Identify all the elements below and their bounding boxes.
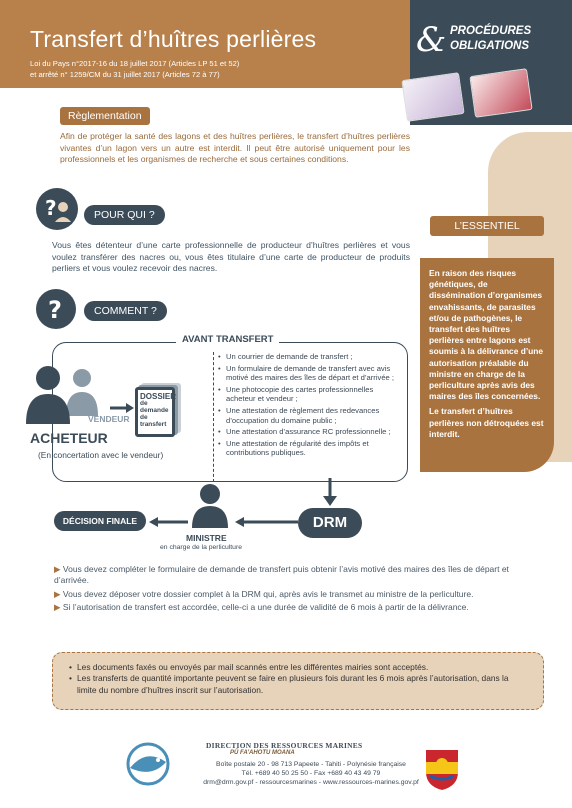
step-item: ▶ Vous devez déposer votre dossier complet à la DRM qui, après avis le transmet au ministre de la perliculture. [54, 588, 474, 599]
footer-contact: Boîte postale 20 - 98 713 Papeete - Tahiti - Polynésie française Tél. +689 40 50 25 50 - Fax +689 40 43 49 79 drm@drm.gov.pf - ressourcesmarines - www.ressources-marines.gov.pf [196, 760, 426, 788]
question-person-icon [36, 188, 78, 230]
list-item: • Les transferts de quantité importante peuvent se faire en plusieurs fois durant les 6 mois après l’autorisation, dans la limite du nombre d’huîtres inscrit sur l’autorisation. [69, 673, 527, 696]
note-box [52, 652, 544, 710]
list-divider [213, 352, 214, 482]
legal-reference: Loi du Pays n°2017-16 du 18 juillet 2017 (Articles LP 51 et 52) et arrêté n° 1259/CM du 31 juillet 2017 (Articles 72 à 77) [30, 59, 240, 79]
card-image-2 [469, 68, 532, 118]
svg-text:?: ? [45, 196, 57, 220]
question-icon [36, 289, 76, 329]
arrow-to-drm-icon [320, 478, 340, 508]
ministre-label: MINISTRE [186, 533, 227, 543]
list-item: • Une attestation de régularité des impôts et contributions publiques. [218, 439, 404, 458]
arrow-to-dossier-icon [110, 402, 136, 414]
card-image-1 [401, 72, 464, 122]
list-item: • Un formulaire de demande de transfert avec avis motivé des maires des îles de départ et d’arrivée ; [218, 364, 404, 383]
page-title: Transfert d’huîtres perlières [30, 26, 317, 52]
comment-tag: COMMENT ? [84, 301, 167, 321]
decision-finale-badge: DÉCISION FINALE [54, 511, 146, 531]
polynesia-coat-of-arms-icon [422, 746, 462, 792]
arrow-to-ministre-icon [232, 516, 298, 528]
step-item: ▶ Vous devez compléter le formulaire de demande de transfert puis obtenir l’avis motivé des maires des îles de départ et d’arrivée. [54, 564, 509, 586]
avant-transfert-label: AVANT TRANSFERT [176, 334, 279, 345]
pour-qui-text: Vous êtes détenteur d’une carte professionnelle de producteur d’huîtres perlières et vous voulez transférer des nacres ou, vous êtes titulaire d’une carte de producteur de produits perliers et vous voulez recevoir des nacres. [52, 240, 410, 274]
procedures-label: PROCÉDURES OBLIGATIONS [450, 25, 532, 52]
pour-qui-tag: POUR QUI ? [84, 205, 165, 225]
footer-org: DIRECTION DES RESSOURCES MARINES [206, 741, 363, 750]
essentiel-panel: En raison des risques génétiques, de dissémination d’organismes envahissants, de parasites et/ou de pathogènes, le transfert des huîtres perlières entre lagons est soumis à la délivrance d’une autorisation préalable du ministre en charge de la perliculture après avis des maires des îles concernées. Le transfert d’huîtres perlières non détroquées est interdit. [420, 258, 554, 472]
footer-links[interactable]: drm@drm.gov.pf - ressourcesmarines - www.ressources-marines.gov.pf [203, 779, 419, 787]
dossier-contents-list [218, 352, 404, 460]
list-item: • Une photocopie des cartes professionnelles acheteur et vendeur ; [218, 385, 404, 404]
vendeur-label: VENDEUR [88, 414, 130, 424]
acheteur-note: (En concertation avec le vendeur) [38, 450, 164, 460]
reglementation-text: Afin de protéger la santé des lagons et des huîtres perlières, le transfert d’huîtres perlières vivantes d’un lagon vers un autre est interdit. Il peut être autorisé uniquement pour les professionnels et les organismes de recherche et sous certaines conditions. [60, 131, 410, 165]
header-banner [0, 0, 410, 88]
list-item: • Les documents faxés ou envoyés par mail scannés entre les différentes mairies sont acceptés. [69, 662, 527, 673]
reglementation-tag: Règlementation [60, 107, 150, 125]
arrow-to-decision-icon [146, 516, 188, 528]
ampersand-mark: & [416, 20, 447, 60]
list-item: • Une attestation d’assurance RC professionnelle ; [218, 427, 404, 437]
drm-badge: DRM [298, 508, 362, 538]
step-item: ▶ Si l’autorisation de transfert est accordée, celle-ci a une durée de validité de 6 mois à partir de la délivrance. [54, 602, 469, 613]
ministre-note: en charge de la perliculture [160, 544, 242, 551]
dossier-icon: DOSSIER de demande de transfert [135, 383, 183, 437]
essentiel-tag: L’ESSENTIEL [430, 216, 544, 236]
steps-section [54, 564, 544, 616]
list-item: • Une attestation de règlement des redevances d’occupation du domaine public ; [218, 406, 404, 425]
ministre-icon [188, 482, 232, 530]
footer-org-tahitian: PŪ FA’AHOTU MOANA [230, 750, 295, 756]
drm-logo-icon [116, 738, 178, 788]
svg-text:?: ? [48, 296, 62, 324]
acheteur-label: ACHETEUR [30, 430, 108, 446]
list-item: • Un courrier de demande de transfert ; [218, 352, 404, 362]
